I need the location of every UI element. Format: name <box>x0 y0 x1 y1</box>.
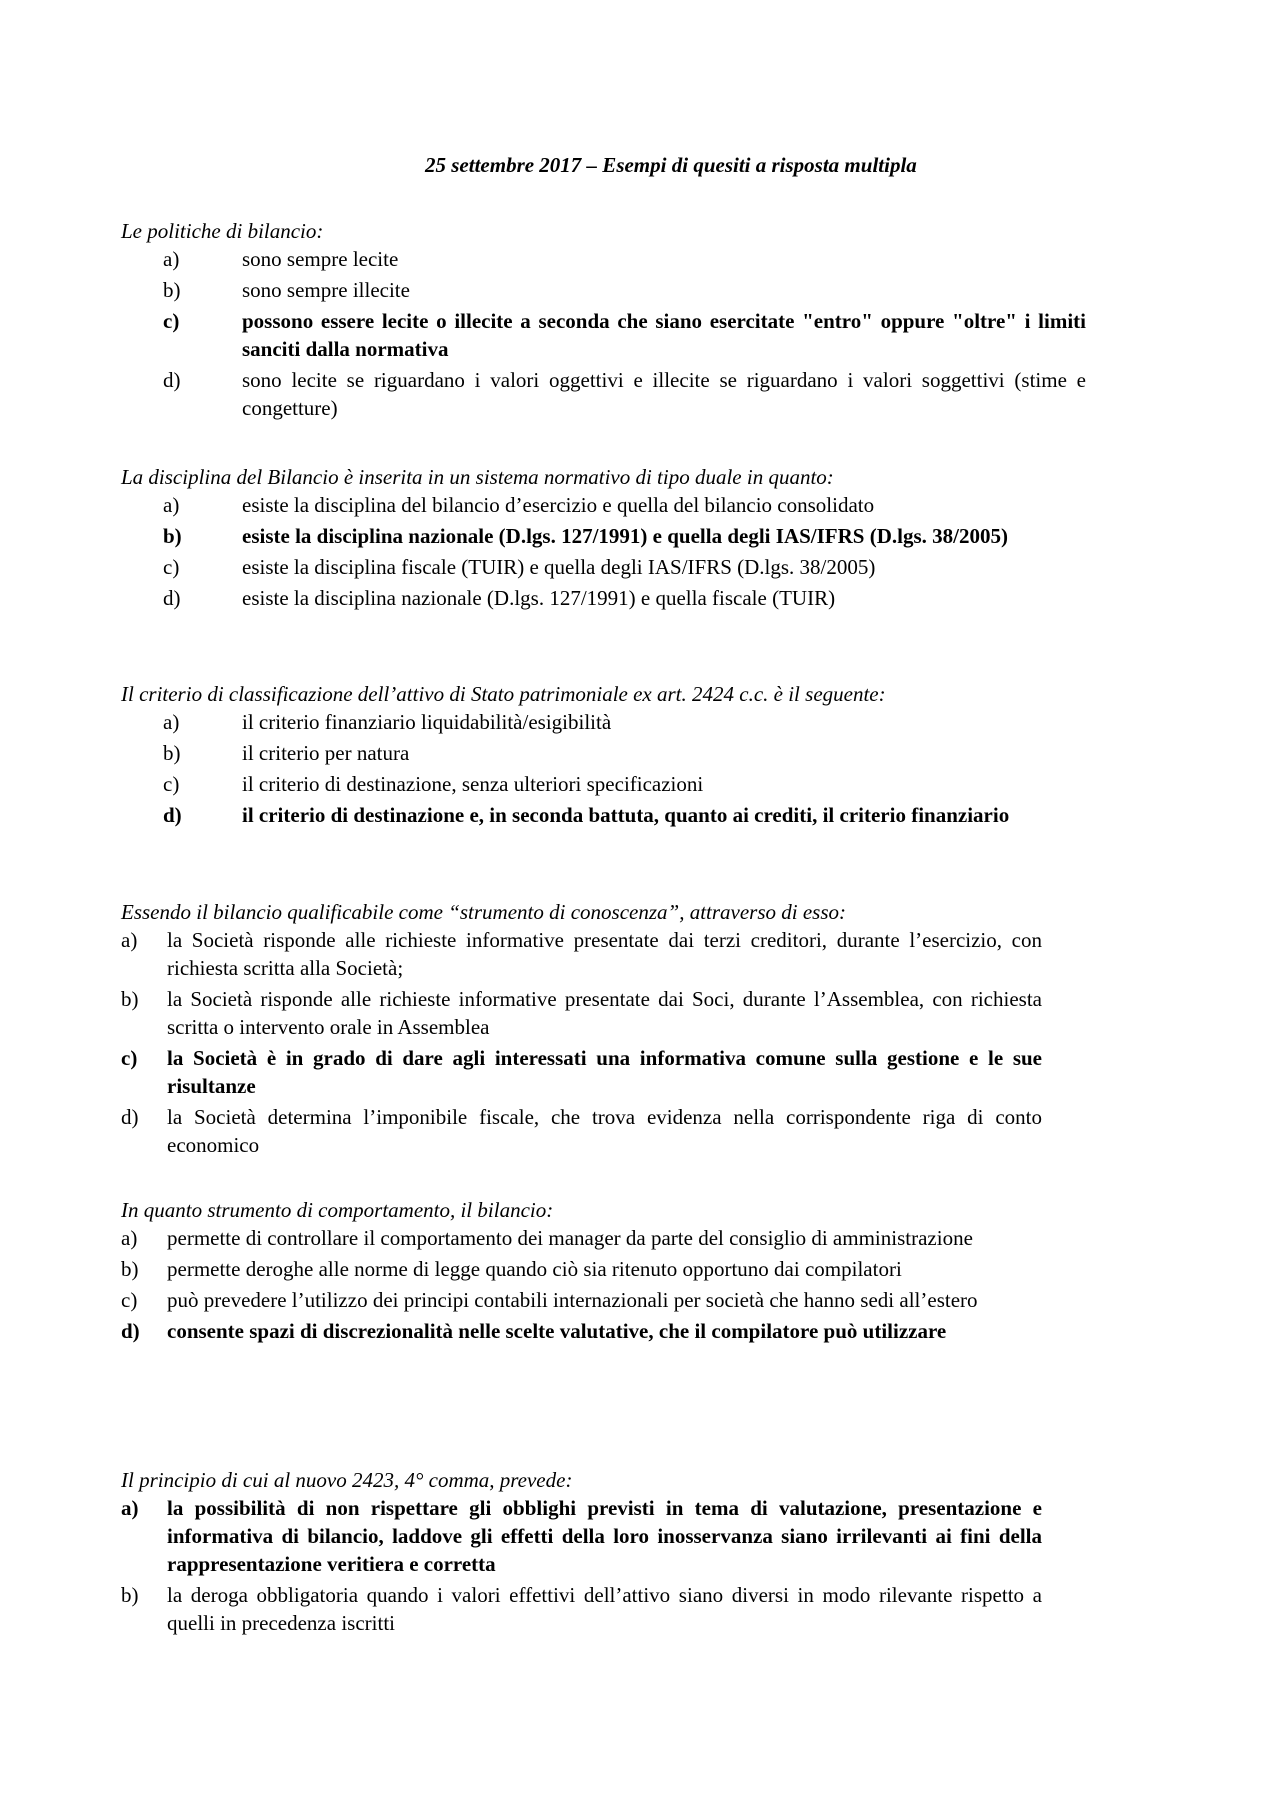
option-a <box>163 245 1086 273</box>
option-letter: a) <box>121 1496 139 1520</box>
option-letter: c) <box>121 1288 138 1312</box>
option-d <box>121 1103 1042 1159</box>
option-text: può prevedere l’utilizzo dei principi contabili internazionali per società che hanno sedi all’estero <box>167 1288 978 1312</box>
option-letter: b) <box>163 278 181 302</box>
option-letter: c) <box>163 555 180 579</box>
option-a-correct <box>121 1494 1042 1578</box>
option-letter: b) <box>121 1257 139 1281</box>
option-text: permette deroghe alle norme di legge quando ciò sia ritenuto opportuno dai compilatori <box>167 1257 902 1281</box>
option-c <box>163 553 1041 581</box>
option-c-correct <box>163 307 1086 363</box>
option-text: esiste la disciplina nazionale (D.lgs. 127/1991) e quella fiscale (TUIR) <box>242 586 836 610</box>
document-title: 25 settembre 2017 – Esempi di quesiti a risposta multipla <box>425 153 917 177</box>
option-d <box>163 366 1086 422</box>
option-text: sono lecite se riguardano i valori oggettivi e illecite se riguardano i valori soggettivi (stime e congetture) <box>242 368 1086 420</box>
option-letter: b) <box>121 987 139 1011</box>
option-letter: d) <box>163 586 181 610</box>
option-b <box>163 276 1086 304</box>
option-a <box>163 491 1041 519</box>
question-text: La disciplina del Bilancio è inserita in un sistema normativo di tipo duale in quanto: <box>121 465 834 489</box>
option-text: consente spazi di discrezionalità nelle scelte valutative, che il compilatore può utilizzare <box>167 1319 947 1343</box>
option-letter: d) <box>163 803 182 827</box>
question-5 <box>121 1196 1042 1345</box>
option-letter: d) <box>163 368 181 392</box>
option-a <box>121 926 1042 982</box>
option-text: sono sempre illecite <box>242 278 410 302</box>
option-text: la Società risponde alle richieste informative presentate dai Soci, durante l’Assemblea, con richiesta scritta o intervento orale in Assemblea <box>167 987 1042 1039</box>
option-c-correct <box>121 1044 1042 1100</box>
option-d-correct <box>121 1317 1042 1345</box>
option-letter: c) <box>163 309 180 333</box>
option-b <box>121 1581 1042 1637</box>
option-text: esiste la disciplina fiscale (TUIR) e quella degli IAS/IFRS (D.lgs. 38/2005) <box>242 555 876 579</box>
question-1 <box>121 217 1086 422</box>
option-letter: b) <box>163 741 181 765</box>
option-letter: a) <box>163 710 180 734</box>
option-text: possono essere lecite o illecite a seconda che siano esercitate "entro" oppure "oltre" i limiti sanciti dalla normativa <box>242 309 1086 361</box>
option-text: la deroga obbligatoria quando i valori effettivi dell’attivo siano diversi in modo rilevante rispetto a quelli in precedenza iscritti <box>167 1583 1042 1635</box>
option-letter: c) <box>121 1046 138 1070</box>
option-letter: d) <box>121 1105 139 1129</box>
option-letter: a) <box>163 493 180 517</box>
question-3 <box>121 680 1041 829</box>
option-text: il criterio di destinazione e, in seconda battuta, quanto ai crediti, il criterio finanziario <box>242 803 1010 827</box>
option-text: la Società risponde alle richieste informative presentate dai terzi creditori, durante l’esercizio, con richiesta scritta alla Società; <box>167 928 1042 980</box>
option-letter: a) <box>121 1226 138 1250</box>
option-text: la Società è in grado di dare agli interessati una informativa comune sulla gestione e le sue risultanze <box>167 1046 1042 1098</box>
option-d-correct <box>163 801 1041 829</box>
question-text: Il criterio di classificazione dell’attivo di Stato patrimoniale ex art. 2424 c.c. è il seguente: <box>121 682 886 706</box>
option-d <box>163 584 1041 612</box>
question-6 <box>121 1466 1042 1637</box>
question-2 <box>121 463 1041 612</box>
option-text: permette di controllare il comportamento dei manager da parte del consiglio di amministrazione <box>167 1226 973 1250</box>
question-text: In quanto strumento di comportamento, il bilancio: <box>121 1198 554 1222</box>
option-b <box>121 1255 1042 1283</box>
option-text: il criterio per natura <box>242 741 410 765</box>
option-letter: a) <box>121 928 138 952</box>
question-text: Essendo il bilancio qualificabile come “strumento di conoscenza”, attraverso di esso: <box>121 900 847 924</box>
option-letter: a) <box>163 247 180 271</box>
question-4 <box>121 898 1042 1159</box>
option-a <box>121 1224 1042 1252</box>
option-letter: c) <box>163 772 180 796</box>
option-letter: b) <box>163 524 182 548</box>
option-b <box>163 739 1041 767</box>
option-a <box>163 708 1041 736</box>
option-b-correct <box>163 522 1041 550</box>
option-text: esiste la disciplina nazionale (D.lgs. 127/1991) e quella degli IAS/IFRS (D.lgs. 38/2005) <box>242 524 1008 548</box>
option-letter: b) <box>121 1583 139 1607</box>
option-text: esiste la disciplina del bilancio d’esercizio e quella del bilancio consolidato <box>242 493 875 517</box>
option-text: il criterio di destinazione, senza ulteriori specificazioni <box>242 772 704 796</box>
option-text: il criterio finanziario liquidabilità/esigibilità <box>242 710 612 734</box>
question-text: Il principio di cui al nuovo 2423, 4° comma, prevede: <box>121 1468 573 1492</box>
option-c <box>163 770 1041 798</box>
question-text: Le politiche di bilancio: <box>121 219 324 243</box>
option-c <box>121 1286 1042 1314</box>
option-text: sono sempre lecite <box>242 247 399 271</box>
option-text: la Società determina l’imponibile fiscale, che trova evidenza nella corrispondente riga di conto economico <box>167 1105 1042 1157</box>
option-text: la possibilità di non rispettare gli obblighi previsti in tema di valutazione, presentazione e informativa di bilancio, laddove gli effetti della loro inosservanza siano irrilevanti ai fini della rappresentazione veritiera e corretta <box>167 1496 1042 1576</box>
option-b <box>121 985 1042 1041</box>
option-letter: d) <box>121 1319 140 1343</box>
